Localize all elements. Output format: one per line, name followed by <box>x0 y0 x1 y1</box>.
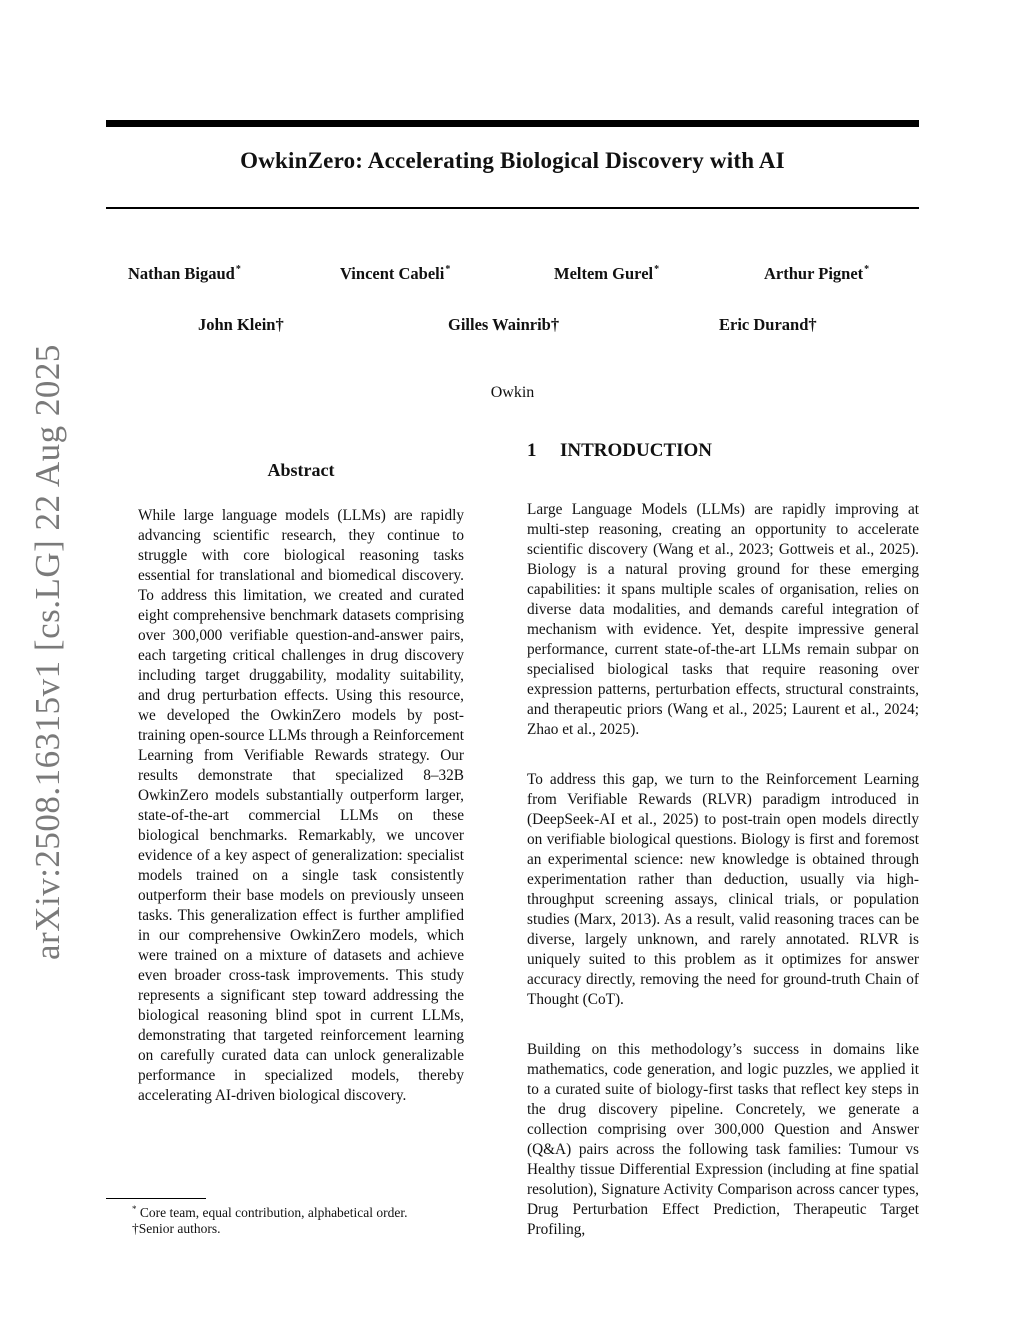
author-mark: * <box>235 264 241 275</box>
author-mark: * <box>654 264 660 275</box>
author-name: Gilles Wainrib <box>448 315 551 334</box>
author-name: Nathan Bigaud <box>128 264 235 283</box>
author-name: Meltem Gurel <box>554 264 654 283</box>
author-mark: * <box>864 264 870 275</box>
paper-title: OwkinZero: Accelerating Biological Discovery with AI <box>240 148 785 173</box>
abstract-heading: Abstract <box>267 460 335 480</box>
author-gilles-wainrib <box>448 315 559 335</box>
author-vincent-cabeli <box>340 264 450 284</box>
section-number: 1 <box>527 440 537 461</box>
footnote-mark: * <box>132 1204 137 1214</box>
author-eric-durand <box>719 315 817 335</box>
author-name: John Klein <box>198 315 276 334</box>
arxiv-identifier: arXiv:2508.16315v1 [cs.LG] 22 Aug 2025 <box>28 344 67 960</box>
abstract-text: While large language models (LLMs) are rapidly advancing scientific research, they continue to struggle with core biological reasoning tasks essential for translational and biomedical discovery. To address this limitation, we created and curated eight comprehensive benchmark datasets comprising over 300,000 verifiable question-and-answer pairs, each targeting critical challenges in drug discovery including target druggability, modality suitability, and drug perturbation effects. Using this resource, we developed the OwkinZero models by post-training open-source LLMs through a Reinforcement Learning from Verifiable Rewards strategy. Our results demonstrate that specialized 8–32B OwkinZero models substantially outperform larger, state-of-the-art commercial LLMs on these biological benchmarks. Remarkably, we uncover evidence of a key aspect of generalization: specialist models trained on a single task consistently outperform their base models on previously unseen tasks. This generalization effect is further amplified in our comprehensive OwkinZero models, which were trained on a mixture of datasets and achieve even broader cross-task improvements. This study represents a significant step toward addressing the biological reasoning blind spot in current LLMs, demonstrating that targeted reinforcement learning on carefully curated data can unlock generalizable performance in specialized models, thereby accelerating AI-driven biological discovery. <box>138 507 464 1104</box>
title-top-rule <box>106 120 919 127</box>
section-title: INTRODUCTION <box>560 440 713 461</box>
author-name: Vincent Cabeli <box>340 264 445 283</box>
author-mark: * <box>445 264 451 275</box>
author-meltem-gurel <box>554 264 659 284</box>
author-name: Eric Durand <box>719 315 809 334</box>
footnote-core-team <box>132 1204 408 1221</box>
footnote-rule <box>106 1198 206 1199</box>
footnote-core-text: Core team, equal contribution, alphabetical order. <box>136 1205 408 1220</box>
intro-paragraph: Large Language Models (LLMs) are rapidly improving at multi-step reasoning, creating an opportunity to accelerate scientific discovery (Wang et al., 2023; Gottweis et al., 2025). Biology is a natural proving ground for these emerging capabilities: it spans multiple scales of organisation, relies on diverse data modalities, and demands careful integration of mechanism with evidence. Yet, despite impressive general performance, current state-of-the-art LLMs remain subpar on specialised biological tasks that require reasoning over expression patterns, perturbation effects, structural constraints, and therapeutic priors (Wang et al., 2025; Laurent et al., 2024; Zhao et al., 2025). <box>527 501 919 738</box>
author-john-klein <box>198 315 284 335</box>
author-nathan-bigaud <box>128 264 241 284</box>
footnote-senior-authors: †Senior authors. <box>132 1221 221 1236</box>
author-mark: † <box>808 315 817 334</box>
section-heading-introduction <box>527 440 712 462</box>
author-arthur-pignet <box>764 264 869 284</box>
affiliation: Owkin <box>490 384 535 401</box>
author-name: Arthur Pignet <box>764 264 864 283</box>
title-bottom-rule <box>106 207 919 209</box>
intro-paragraph: To address this gap, we turn to the Reinforcement Learning from Verifiable Rewards (RLVR) paradigm introduced in (DeepSeek-AI et al., 2025) to post-train open models directly on verifiable biological questions. Biology is first and foremost an experimental science: new knowledge is obtained through experimentation rather than deduction, usually via high-throughput screening assays, clinical trials, or population studies (Marx, 2013). As a result, valid reasoning traces can be diverse, largely unknown, and rarely annotated. RLVR is uniquely suited to this problem as it optimizes for answer accuracy directly, removing the need for ground-truth Chain of Thought (CoT). <box>527 771 919 1008</box>
intro-paragraph: Building on this methodology’s success in domains like mathematics, code generation, and logic puzzles, we applied it to a curated suite of biology-first tasks that reflect key steps in the drug discovery pipeline. Concretely, we generate a collection comprising over 300,000 Question and Answer (Q&A) pairs across the following task families: Tumour vs Healthy tissue Differential Expression (including at fine spatial resolution), Signature Activity Comparison across cancer types, Drug Perturbation Effect Prediction, Therapeutic Target Profiling, <box>527 1041 919 1238</box>
author-mark: † <box>550 315 560 334</box>
author-mark: † <box>275 315 284 334</box>
